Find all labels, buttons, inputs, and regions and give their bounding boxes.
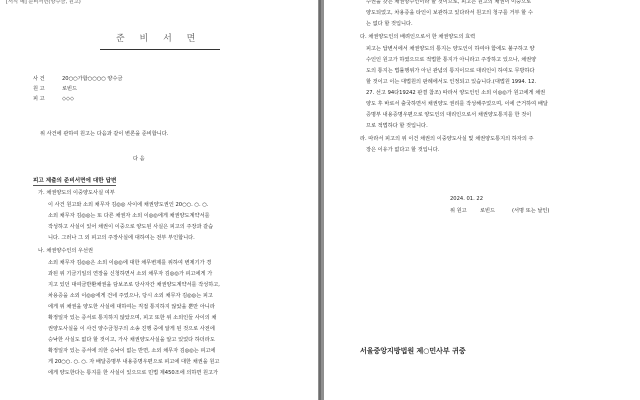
para-na-line: 에게 양도한다는 통지를 한 사실이 있으므로 민법 제450조에 의하면 원고가 <box>48 370 219 376</box>
para-na-line: 에게 위 채권을 양도한 사실에 대하여는 직접 통지하지 않았을 뿐만 아니라 <box>48 304 215 310</box>
para-da-line: 므로 적법하다 할 것입니다. <box>366 123 428 129</box>
para-na-line: 차용증을 소외 이◎◎에게 건네 주었으나, 당시 소외 채무자 김◎◎는 피고 <box>48 293 213 299</box>
document-page-left <box>0 0 318 400</box>
section-heading: 피고 제출의 준비서면에 대한 답변 <box>33 178 117 184</box>
para-ga-line: 작성하고 사실이 있어 채권이 이중으로 양도된 사실은 피고의 주장과 같습 <box>48 224 214 230</box>
party-plaintiff-label: 원 고 <box>33 86 45 92</box>
cont-line: 양도되었고, 차용증을 타인이 보관하고 있다라서 원고의 청구를 거부 할 수 <box>366 10 533 16</box>
cont-line: 는 없다 할 것입니다. <box>366 21 413 27</box>
item-da-heading: 다. 채권양도인의 배려인으로서 한 채권양도의 효력 <box>360 34 476 40</box>
para-na-line: 확정일자 있는 증서에 의한 승낙이 없는 반면, 소외 채무자 김◎◎는 피고에 <box>48 348 216 354</box>
signer-name: 로빈드 <box>480 208 496 214</box>
para-na-line: 지고 있던 대여금반환채권을 담보조로 당사자간 채권양도계약서를 작성하고, <box>48 282 220 288</box>
para-da-line: 양도 후 바로서 출국하면서 채권양도 권리를 작성해주었으며, 이에 근거하여 배달 <box>366 101 548 107</box>
form-header: [서식 예] 준비서면(양수금, 원고) <box>6 0 81 5</box>
para-na-line: 승낙한 사실도 없다 할 것이고, 가사 채권양도사실을 알고 있었다 하더라도 <box>48 337 215 343</box>
item-ra-heading: 라. 따라서 피고의 위 이건 채권의 이중양도사실 및 채권양도통지의 하자의 주 <box>360 136 534 142</box>
party-defendant-value: ◇◇◇ <box>62 96 74 102</box>
title-underline <box>100 49 220 50</box>
para-da-line: 증명부 내용증명우편으로 양도인의 대리인으로서 채권양도통지를 한 것이 <box>366 112 532 118</box>
para-na-line: 확정일자 있는 증서로 통지하지 않았으며, 피고 또한 위 소외인들 사이의 채 <box>48 315 217 321</box>
para-ga-line: 니다. 그러나 그 외 피고의 주장사실에 대하여는 전부 부인합니다. <box>48 235 195 241</box>
para-da-line: 도의 통지는 법률행위가 아닌 관념의 통지이므로 대리인이 하여도 무방하다 <box>366 68 535 74</box>
document-title: 준 비 서 면 <box>116 34 202 44</box>
page-separator <box>319 0 321 400</box>
cont-line: 수권을 갖는 채권양수인이라 할 것이므로, 피고는 원고의 채권이 이중으로 <box>366 0 532 5</box>
signer-label: 위 원고 <box>450 208 467 214</box>
party-case-value: 20○○가합○○○○ 양수금 <box>62 76 123 82</box>
intro-text: 위 사건에 관하여 원고는 다음과 같이 변론을 준비합니다. <box>40 131 169 137</box>
next-heading: 다 음 <box>133 156 145 162</box>
para-na-line: 소외 채무자 김◎◎은 소외 이◎◎에 대한 채무변제를 위하여 변제기가 경 <box>48 260 212 266</box>
party-defendant-label: 피 고 <box>33 96 45 102</box>
para-na-line: 권양도사실을 이 사건 양수금청구의 소송 진행 중에 알게 된 것으로 사전에 <box>48 326 215 332</box>
item-ga-heading: 가. 채권양도의 이중양도사실 여부 <box>38 190 115 196</box>
signer-note: (서명 또는 날인) <box>512 208 550 214</box>
para-ga-line: 이 사건 원고와 소외 채무자 김◎◎ 사이에 채권양도권인 20○○. ○. ○. <box>48 202 209 208</box>
court-name: 서울중앙지방법원 제○민사부 귀중 <box>360 347 466 355</box>
signature-date: 2024. 01. 22 <box>450 196 483 202</box>
para-da-line: 피고는 답변서에서 채권양도의 통지는 양도인이 하여야 함에도 불구하고 양 <box>366 46 535 52</box>
para-na-line: 게 20○○. ○. ○. 자 배달증명부 내용증명우편으로 피고에 대한 채권을 원고 <box>48 359 220 365</box>
para-da-line: 27. 선고 94다19242 판결 참조) 따라서 양도인인 소외 이◎◎가 원고에게 채권 <box>366 90 546 96</box>
item-ra-heading-cont: 장은 이유가 없다고 할 것입니다. <box>366 147 440 153</box>
party-case-label: 사 건 <box>33 76 45 82</box>
party-plaintiff-value: 로빈드 <box>62 86 78 92</box>
item-na-heading: 나. 채권양수인의 우선권 <box>38 248 94 254</box>
para-ga-line: 소외 채무자 김◎◎는 또 다른 채권자 소외 이◎◎에게 채권양도계약서를 <box>48 213 210 219</box>
para-na-line: 과된 위 기금기일의 연장을 신청하면서 소외 채무자 김◎◎가 피고에게 가 <box>48 271 213 277</box>
para-da-line: 수인인 원고가 하였으므로 적법한 통지가 아니라고 주장하고 있으나, 채권양 <box>366 57 537 63</box>
para-da-line: 할 것이고 이는 대법원의 판례에서도 인정되고 있습니다.(대법원 1994. 12. <box>366 79 537 85</box>
document-page-right <box>324 0 640 400</box>
